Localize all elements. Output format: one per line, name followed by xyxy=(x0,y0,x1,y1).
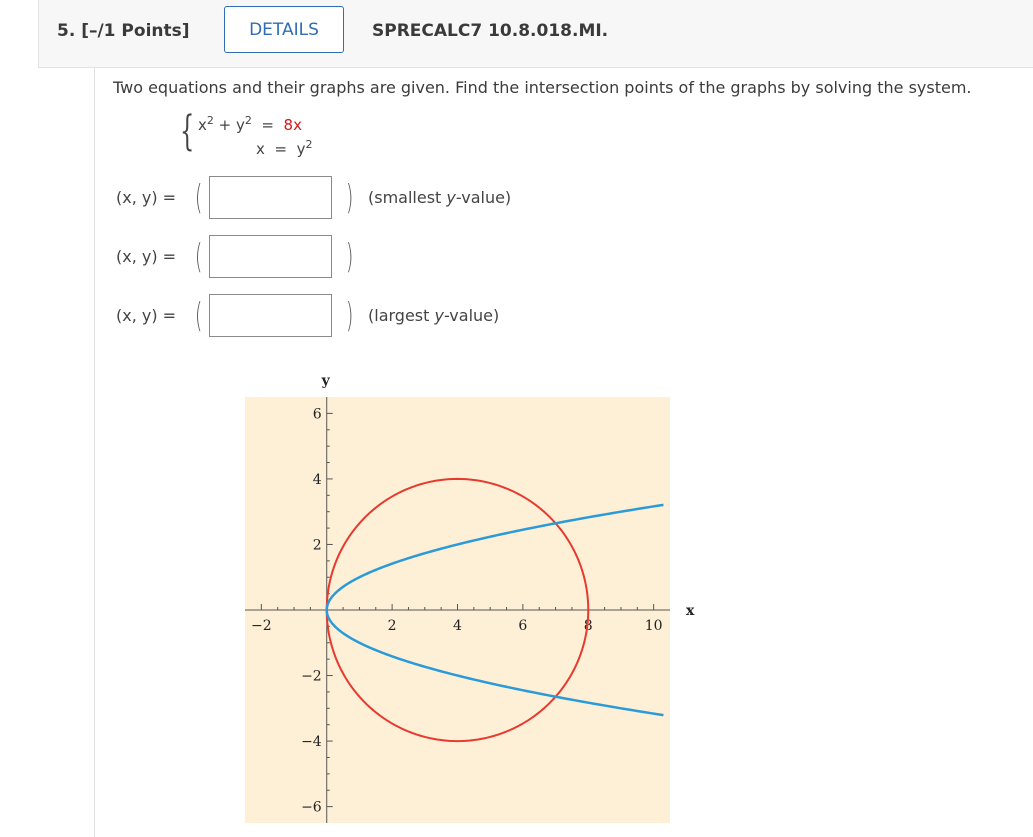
answer-input-2[interactable] xyxy=(209,235,332,278)
x-tick-label: 4 xyxy=(453,618,462,634)
details-button[interactable]: DETAILS xyxy=(224,6,344,53)
left-paren: ( xyxy=(194,296,203,336)
x-tick-label: 6 xyxy=(518,618,528,634)
equation-2: $x = y^2$ xyxy=(256,138,313,158)
right-paren: ) xyxy=(345,237,354,277)
answer-hint: (largest y-value) xyxy=(368,306,500,325)
answer-label: (x, y) = xyxy=(116,247,177,266)
question-prompt: Two equations and their graphs are given. Find the intersection points of the graphs by solving the system. xyxy=(113,78,972,97)
answer-label: (x, y) = xyxy=(116,306,177,325)
x-tick-label: 8 xyxy=(583,618,593,634)
left-paren: ( xyxy=(194,237,203,277)
y-axis-label: y xyxy=(321,373,330,389)
x-axis-label: x xyxy=(686,603,695,619)
x-tick-label: 2 xyxy=(387,618,397,634)
left-paren: ( xyxy=(194,178,203,218)
answer-label: (x, y) = xyxy=(116,188,177,207)
y-tick-label: 4 xyxy=(312,471,322,488)
system-brace: { xyxy=(180,107,195,155)
question-code: SPRECALC7 10.8.018.MI. xyxy=(372,21,609,41)
content-left-border xyxy=(94,67,95,837)
right-paren: ) xyxy=(345,296,354,336)
y-tick-label: 6 xyxy=(312,406,322,423)
y-tick-label: −4 xyxy=(301,734,322,751)
x-tick-label: 10 xyxy=(644,618,663,634)
question-header xyxy=(38,0,1033,68)
y-tick-label: −6 xyxy=(301,799,322,816)
y-tick-label: −2 xyxy=(301,668,322,685)
right-paren: ) xyxy=(345,178,354,218)
question-number: 5. [–/1 Points] xyxy=(57,21,190,41)
answer-input-3[interactable] xyxy=(209,294,332,337)
x-tick-label: −2 xyxy=(251,618,272,634)
y-tick-label: 2 xyxy=(312,537,322,554)
equation-1: $x^2 + y^2 = 8x$ xyxy=(198,114,302,134)
system-graph xyxy=(235,362,700,832)
answer-hint: (smallest y-value) xyxy=(368,188,512,207)
answer-input-1[interactable] xyxy=(209,176,332,219)
